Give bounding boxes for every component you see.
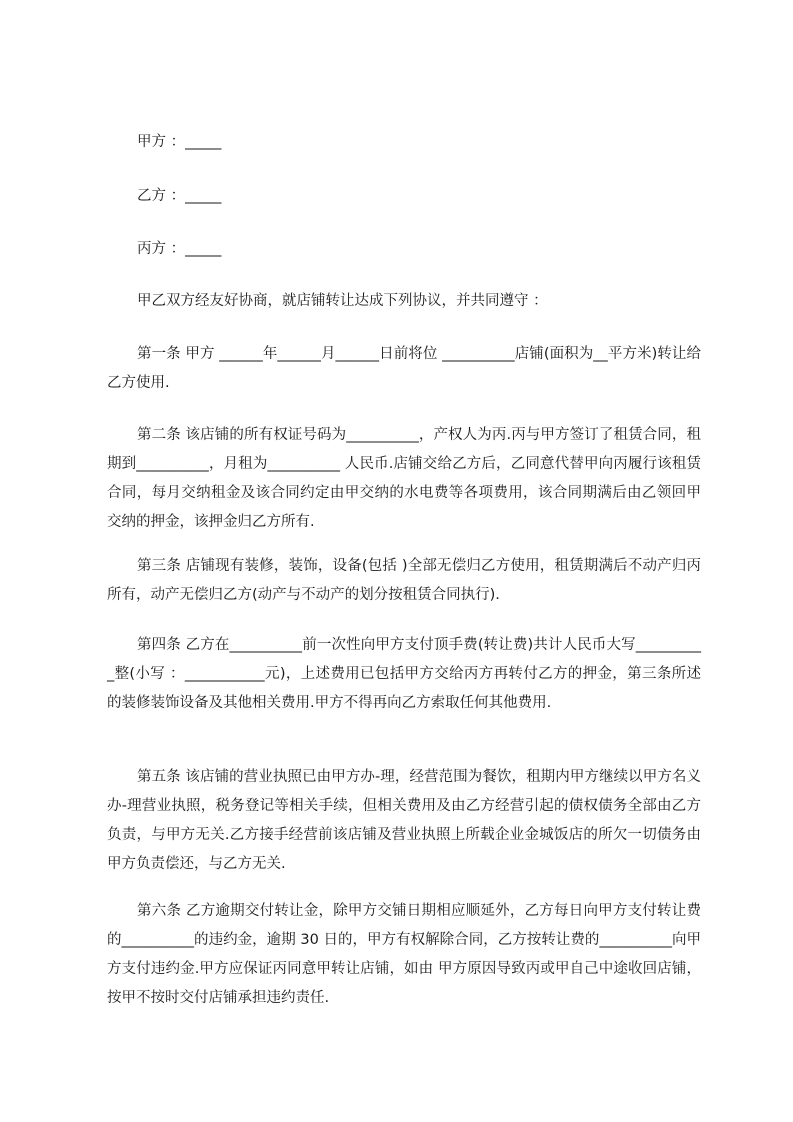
article-2: 第二条 该店铺的所有权证号码为__________，产权人为丙.丙与甲方签订了租赁合同，租期到__________，月租为__________ 人民币.店铺交给乙方后，乙同意代替甲向丙履行该租赁合同，每月交纳租金及该合同约定由甲交纳的水电费等各项费用，该合同期满后由乙领回甲交纳的押金，该押金归乙方所有. bbox=[107, 427, 701, 530]
party-b-line: 乙方 ：_____ bbox=[137, 188, 222, 204]
party-a-line: 甲方 ：_____ bbox=[137, 134, 222, 150]
preamble: 甲乙双方经友好协商，就店铺转让达成下列协议，并共同遵守 ： bbox=[137, 293, 548, 309]
article-4: 第四条 乙方在__________前一次性向甲方支付顶手费(转让费)共计人民币大写__________整(小写 ：___________元)，上述费用已包括甲方交给丙方再转付乙方的押金，第三条所述的装修装饰设备及其他相关费用.甲方不得再向乙方索取任何其他费用. bbox=[107, 637, 701, 711]
article-3: 第三条 店铺现有装修，装饰，设备(包括 )全部无偿归乙方使用，租赁期满后不动产归丙所有，动产无偿归乙方(动产与不动产的划分按租赁合同执行). bbox=[107, 558, 701, 603]
article-1: 第一条 甲方 ______年______月______日前将位 __________店铺(面积为__平方米)转让给乙方使用. bbox=[107, 346, 701, 391]
party-c-line: 丙方 ：_____ bbox=[137, 241, 222, 257]
article-6: 第六条 乙方逾期交付转让金，除甲方交铺日期相应顺延外，乙方每日向甲方支付转让费的__________的违约金，逾期 30 日的，甲方有权解除合同，乙方按转让费的__________向甲方支付违约金.甲方应保证丙同意甲转让店铺，如由 甲方原因导致丙或甲自己中途收回店铺，按甲不按时交付店铺承担违约责任. bbox=[107, 903, 701, 1006]
article-5: 第五条 该店铺的营业执照已由甲方办-理，经营范围为餐饮，租期内甲方继续以甲方名义办-理营业执照，税务登记等相关手续，但相关费用及由乙方经营引起的债权债务全部由乙方负责，与甲方无关.乙方接手经营前该店铺及营业执照上所载企业金城饭店的所欠一切债务由甲方负责偿还，与乙方无关. bbox=[107, 769, 701, 872]
